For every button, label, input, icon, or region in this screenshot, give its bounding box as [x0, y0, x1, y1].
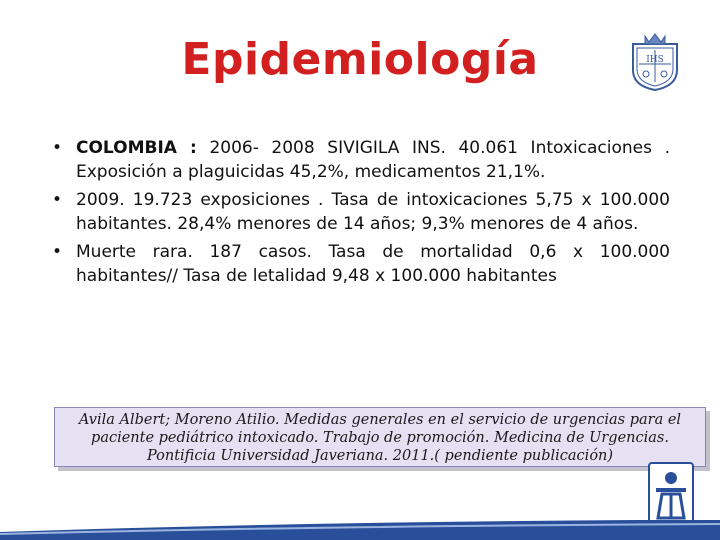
list-item	[52, 136, 670, 184]
institution-logo-icon	[648, 462, 694, 524]
reference-box: Avila Albert; Moreno Atilio. Medidas generales en el servicio de urgencias para el paciente pediátrico intoxicado. Trabajo de promoción. Medicina de Urgencias. Pontificia Universidad Javeriana. 2011.( pendiente publicación)	[54, 407, 706, 467]
bullet-text: 2006- 2008 SIVIGILA INS. 40.061 Intoxicaciones . Exposición a plaguicidas 45,2%, medicamentos 21,1%.	[76, 138, 670, 182]
slide-title: Epidemiología	[181, 34, 539, 85]
bullet-marker: •	[52, 190, 63, 210]
bullet-marker: •	[52, 242, 63, 262]
list-item	[52, 188, 670, 236]
bullet-list	[52, 136, 670, 292]
university-seal-icon	[627, 30, 683, 92]
svg-text:IHS: IHS	[646, 55, 664, 65]
bullet-text: Muerte rara. 187 casos. Tasa de mortalidad 0,6 x 100.000 habitantes// Tasa de letalidad 9,48 x 100.000 habitantes	[76, 242, 670, 286]
bullet-lead: COLOMBIA :	[76, 138, 197, 158]
footer-bar	[0, 520, 720, 540]
bullet-text: 2009. 19.723 exposiciones . Tasa de intoxicaciones 5,75 x 100.000 habitantes. 28,4% menores de 14 años; 9,3% menores de 4 años.	[76, 190, 670, 234]
bullet-marker: •	[52, 138, 63, 158]
list-item	[52, 240, 670, 288]
